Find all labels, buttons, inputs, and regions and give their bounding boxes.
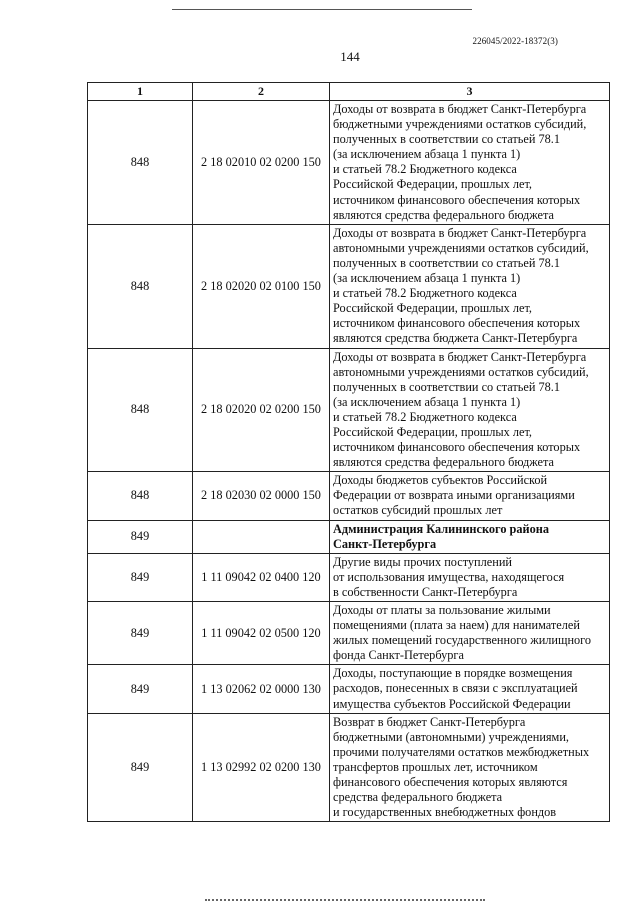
description-line: и статьей 78.2 Бюджетного кодекса xyxy=(333,162,517,177)
description-line: прочими получателями остатков межбюджетных xyxy=(333,744,590,759)
budget-classification-code-cell: 2 18 02030 02 0000 150 xyxy=(193,472,330,520)
budget-classification-code-cell: 1 11 09042 02 0500 120 xyxy=(193,602,330,665)
description-line: автономными учреждениями остатков субсидий, xyxy=(333,240,589,255)
budget-classification-code-cell: 2 18 02020 02 0200 150 xyxy=(193,348,330,472)
admin-code-cell: 849 xyxy=(88,553,193,601)
description-line: фонда Санкт-Петербурга xyxy=(333,648,464,663)
description-line: имущества субъектов Российской Федерации xyxy=(333,696,571,711)
budget-classification-code-cell: 1 13 02992 02 0200 130 xyxy=(193,713,330,822)
column-header: 2 xyxy=(193,83,330,101)
description-line: Доходы от возврата в бюджет Санкт-Петербурга xyxy=(333,102,587,116)
table-row xyxy=(88,520,610,553)
admin-code-cell: 848 xyxy=(88,472,193,520)
description-line: (за исключением абзаца 1 пункта 1) xyxy=(333,147,521,162)
admin-code-cell: 848 xyxy=(88,348,193,472)
description-line: Российской Федерации, прошлых лет, xyxy=(333,424,532,439)
description-line: финансового обеспечения которых являются xyxy=(333,775,568,790)
description-line: трансфертов прошлых лет, источником xyxy=(333,759,538,774)
admin-code-cell: 848 xyxy=(88,224,193,348)
description-line: расходов, понесенных в связи с эксплуатацией xyxy=(333,681,578,696)
revenue-description-cell xyxy=(330,665,610,713)
description-line: помещениями (плата за наем) для нанимателей xyxy=(333,618,580,633)
description-line: полученных в соответствии со статьей 78.1 xyxy=(333,379,560,394)
description-line: Санкт-Петербурга xyxy=(333,536,437,551)
description-line: Доходы от возврата в бюджет Санкт-Петербурга xyxy=(333,349,587,364)
table-row xyxy=(88,713,610,822)
table-body xyxy=(88,101,610,822)
table-row xyxy=(88,665,610,713)
revenue-description-cell xyxy=(330,553,610,601)
description-line: Доходы от возврата в бюджет Санкт-Петербурга xyxy=(333,225,587,240)
table-row xyxy=(88,224,610,348)
budget-classification-code-cell xyxy=(193,520,330,553)
document-id: 226045/2022-18372(3) xyxy=(472,36,558,46)
description-line: (за исключением абзаца 1 пункта 1) xyxy=(333,394,521,409)
table-row xyxy=(88,602,610,665)
description-line: жилых помещений государственного жилищного xyxy=(333,633,592,648)
revenue-description-cell xyxy=(330,713,610,822)
revenue-description-cell xyxy=(330,224,610,348)
description-line: источником финансового обеспечения которых xyxy=(333,192,581,207)
description-line: Доходы, поступающие в порядке возмещения xyxy=(333,666,573,681)
description-line: Доходы от платы за пользование жилыми xyxy=(333,603,551,617)
column-header: 1 xyxy=(88,83,193,101)
description-line: источником финансового обеспечения которых xyxy=(333,316,581,331)
budget-classification-code-cell: 2 18 02020 02 0100 150 xyxy=(193,224,330,348)
description-line: Администрация Калининского района xyxy=(333,521,549,536)
revenue-description-cell xyxy=(330,101,610,225)
admin-code-cell: 849 xyxy=(88,520,193,553)
budget-classification-code-cell: 2 18 02010 02 0200 150 xyxy=(193,101,330,225)
description-line: полученных в соответствии со статьей 78.1 xyxy=(333,255,560,270)
description-line: и статьей 78.2 Бюджетного кодекса xyxy=(333,286,517,301)
description-line: от использования имущества, находящегося xyxy=(333,569,565,584)
table-header-row xyxy=(88,83,610,101)
revenue-description-cell xyxy=(330,520,610,553)
description-line: являются средства бюджета Санкт-Петербурга xyxy=(333,331,578,346)
admin-code-cell: 849 xyxy=(88,602,193,665)
table-row xyxy=(88,553,610,601)
bottom-scan-artifact xyxy=(205,899,485,901)
table-row xyxy=(88,348,610,472)
admin-code-cell: 849 xyxy=(88,665,193,713)
description-line: Другие виды прочих поступлений xyxy=(333,554,512,569)
description-line: в собственности Санкт-Петербурга xyxy=(333,584,518,599)
description-line: источником финансового обеспечения которых xyxy=(333,440,581,455)
description-line: являются средства федерального бюджета xyxy=(333,455,554,470)
description-line: Российской Федерации, прошлых лет, xyxy=(333,301,532,316)
budget-codes-table xyxy=(87,82,610,822)
description-line: (за исключением абзаца 1 пункта 1) xyxy=(333,271,521,286)
description-line: и государственных внебюджетных фондов xyxy=(333,805,557,820)
revenue-description-cell xyxy=(330,472,610,520)
budget-classification-code-cell: 1 11 09042 02 0400 120 xyxy=(193,553,330,601)
description-line: автономными учреждениями остатков субсидий, xyxy=(333,364,589,379)
description-line: бюджетными учреждениями остатков субсидий, xyxy=(333,117,587,132)
admin-code-cell: 848 xyxy=(88,101,193,225)
description-line: и статьей 78.2 Бюджетного кодекса xyxy=(333,409,517,424)
description-line: остатков субсидий прошлых лет xyxy=(333,503,503,518)
description-line: средства федерального бюджета xyxy=(333,790,503,805)
budget-classification-code-cell: 1 13 02062 02 0000 130 xyxy=(193,665,330,713)
table-row xyxy=(88,472,610,520)
description-line: Российской Федерации, прошлых лет, xyxy=(333,177,532,192)
description-line: Федерации от возврата иными организациями xyxy=(333,488,575,503)
description-line: являются средства федерального бюджета xyxy=(333,207,554,222)
description-line: полученных в соответствии со статьей 78.1 xyxy=(333,132,560,147)
page-number: 144 xyxy=(340,49,360,64)
revenue-description-cell xyxy=(330,602,610,665)
table-row xyxy=(88,101,610,225)
admin-code-cell: 849 xyxy=(88,713,193,822)
revenue-description-cell xyxy=(330,348,610,472)
description-line: Доходы бюджетов субъектов Российской xyxy=(333,473,548,488)
description-line: Возврат в бюджет Санкт-Петербурга xyxy=(333,714,526,729)
top-border-line xyxy=(172,9,472,10)
description-line: бюджетными (автономными) учреждениями, xyxy=(333,729,569,744)
column-header: 3 xyxy=(330,83,610,101)
